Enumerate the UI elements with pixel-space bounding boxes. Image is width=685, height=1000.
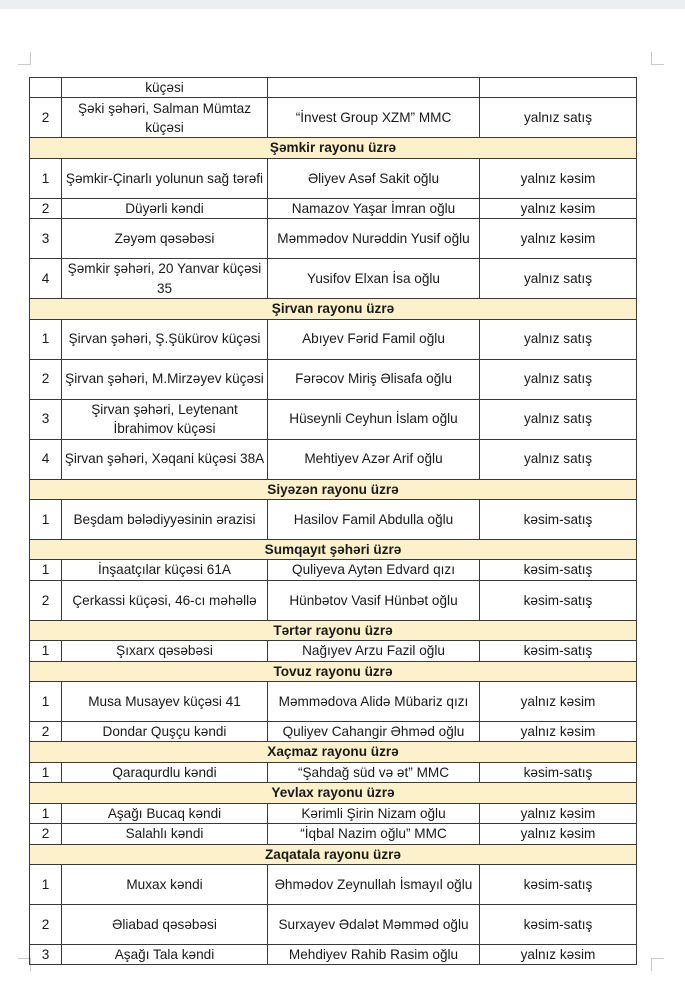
row-number: 2 — [30, 824, 62, 844]
address-cell: İnşaatçılar küçəsi 61A — [62, 560, 268, 580]
entity-name-cell — [268, 78, 480, 98]
table-row — [30, 904, 637, 944]
table-row — [30, 359, 637, 399]
address-cell: Şirvan şəhəri, Ş.Şükürov küçəsi — [62, 319, 268, 359]
activity-type-cell: yalnız kəsim — [480, 803, 637, 823]
table-row — [30, 944, 637, 964]
row-number: 2 — [30, 198, 62, 218]
activity-type-cell: yalnız satış — [480, 319, 637, 359]
activity-type-cell: kəsim-satış — [480, 560, 637, 580]
section-title: Siyəzən rayonu üzrə — [30, 479, 637, 499]
activity-type-cell: yalnız satış — [480, 259, 637, 299]
table-row — [30, 864, 637, 904]
address-cell: Aşağı Bucaq kəndi — [62, 803, 268, 823]
address-cell: Şəmkir-Çinarlı yolunun sağ tərəfi — [62, 158, 268, 198]
table-row — [30, 682, 637, 722]
entity-name-cell: Hünbətov Vasif Hünbət oğlu — [268, 580, 480, 620]
section-header-row — [30, 620, 637, 640]
table-row — [30, 580, 637, 620]
address-cell: Şəki şəhəri, Salman Mümtaz küçəsi — [62, 98, 268, 138]
section-header-row — [30, 540, 637, 560]
activity-type-cell: yalnız satış — [480, 98, 637, 138]
table-row — [30, 98, 637, 138]
section-header-row — [30, 844, 637, 864]
address-cell: Şirvan şəhəri, Leytenant İbrahimov küçəsi — [62, 399, 268, 439]
table-row — [30, 824, 637, 844]
entity-name-cell: Quliyev Cahangir Əhməd oğlu — [268, 722, 480, 742]
entity-name-cell: Fərəcov Miriş Əlisafa oğlu — [268, 359, 480, 399]
table-row — [30, 641, 637, 661]
table-row — [30, 259, 637, 299]
entity-name-cell: Namazov Yaşar İmran oğlu — [268, 198, 480, 218]
crop-mark-top-left — [18, 52, 31, 65]
activity-type-cell: yalnız kəsim — [480, 682, 637, 722]
row-number: 2 — [30, 904, 62, 944]
address-cell: Dondar Quşçu kəndi — [62, 722, 268, 742]
table-row — [30, 319, 637, 359]
entity-name-cell: Mehtiyev Azər Arif oğlu — [268, 439, 480, 479]
activity-type-cell: yalnız kəsim — [480, 824, 637, 844]
address-cell: Aşağı Tala kəndi — [62, 944, 268, 964]
entity-name-cell: Surxayev Ədalət Məmməd oğlu — [268, 904, 480, 944]
address-cell: Düyərli kəndi — [62, 198, 268, 218]
activity-type-cell: kəsim-satış — [480, 904, 637, 944]
section-title: Şirvan rayonu üzrə — [30, 299, 637, 319]
table-row — [30, 803, 637, 823]
entity-name-cell: Hüseynli Ceyhun İslam oğlu — [268, 399, 480, 439]
entity-name-cell: Məmmədova Alidə Mübariz qızı — [268, 682, 480, 722]
table-row — [30, 158, 637, 198]
activity-type-cell: kəsim-satış — [480, 641, 637, 661]
activity-type-cell: kəsim-satış — [480, 580, 637, 620]
section-title: Sumqayıt şəhəri üzrə — [30, 540, 637, 560]
activity-type-cell: yalnız kəsim — [480, 219, 637, 259]
entity-name-cell: Quliyeva Aytən Edvard qızı — [268, 560, 480, 580]
row-number: 2 — [30, 98, 62, 138]
activity-type-cell: kəsim-satış — [480, 762, 637, 782]
table-body — [30, 78, 637, 965]
table-row — [30, 500, 637, 540]
row-number: 3 — [30, 219, 62, 259]
row-number: 2 — [30, 359, 62, 399]
row-number: 1 — [30, 158, 62, 198]
row-number: 1 — [30, 641, 62, 661]
address-cell: Şirvan şəhəri, M.Mirzəyev küçəsi — [62, 359, 268, 399]
activity-type-cell: kəsim-satış — [480, 500, 637, 540]
entity-name-cell: Məmmədov Nurəddin Yusif oğlu — [268, 219, 480, 259]
section-title: Tovuz rayonu üzrə — [30, 661, 637, 681]
row-number: 1 — [30, 803, 62, 823]
row-number: 1 — [30, 864, 62, 904]
crop-mark-bottom-right — [651, 958, 664, 971]
table-row — [30, 439, 637, 479]
activity-type-cell: yalnız satış — [480, 359, 637, 399]
table-row — [30, 399, 637, 439]
section-title: Şəmkir rayonu üzrə — [30, 138, 637, 158]
activity-type-cell: kəsim-satış — [480, 864, 637, 904]
activity-type-cell: yalnız kəsim — [480, 722, 637, 742]
address-cell: Zəyəm qəsəbəsi — [62, 219, 268, 259]
section-title: Tərtər rayonu üzrə — [30, 620, 637, 640]
activity-type-cell: yalnız satış — [480, 439, 637, 479]
row-number: 2 — [30, 580, 62, 620]
slaughter-sales-table — [29, 77, 637, 965]
address-cell: Musa Musayev küçəsi 41 — [62, 682, 268, 722]
table-row — [30, 78, 637, 98]
table-row — [30, 722, 637, 742]
entity-name-cell: Abıyev Fərid Famil oğlu — [268, 319, 480, 359]
address-cell: Qaraqurdlu kəndi — [62, 762, 268, 782]
row-number: 3 — [30, 399, 62, 439]
crop-mark-top-right — [651, 52, 664, 65]
row-number: 3 — [30, 944, 62, 964]
row-number: 1 — [30, 682, 62, 722]
section-header-row — [30, 742, 637, 762]
entity-name-cell: Yusifov Elxan İsa oğlu — [268, 259, 480, 299]
section-header-row — [30, 138, 637, 158]
section-header-row — [30, 783, 637, 803]
address-cell: Beşdam bələdiyyəsinin ərazisi — [62, 500, 268, 540]
entity-name-cell: Əhmədov Zeynullah İsmayıl oğlu — [268, 864, 480, 904]
address-cell: Şıxarx qəsəbəsi — [62, 641, 268, 661]
activity-type-cell — [480, 78, 637, 98]
table-row — [30, 762, 637, 782]
entity-name-cell: Mehdiyev Rahib Rasim oğlu — [268, 944, 480, 964]
section-title: Zaqatala rayonu üzrə — [30, 844, 637, 864]
activity-type-cell: yalnız kəsim — [480, 158, 637, 198]
entity-name-cell: “İqbal Nazim oğlu” MMC — [268, 824, 480, 844]
row-number: 1 — [30, 500, 62, 540]
activity-type-cell: yalnız kəsim — [480, 198, 637, 218]
row-number: 1 — [30, 319, 62, 359]
address-cell: Şəmkir şəhəri, 20 Yanvar küçəsi 35 — [62, 259, 268, 299]
entity-name-cell: Əliyev Asəf Sakit oğlu — [268, 158, 480, 198]
row-number: 2 — [30, 722, 62, 742]
address-cell: Şirvan şəhəri, Xəqani küçəsi 38A — [62, 439, 268, 479]
row-number: 1 — [30, 560, 62, 580]
address-cell: küçəsi — [62, 78, 268, 98]
row-number — [30, 78, 62, 98]
row-number: 4 — [30, 259, 62, 299]
section-header-row — [30, 299, 637, 319]
section-header-row — [30, 479, 637, 499]
address-cell: Əliabad qəsəbəsi — [62, 904, 268, 944]
address-cell: Çerkassi küçəsi, 46-cı məhəllə — [62, 580, 268, 620]
row-number: 4 — [30, 439, 62, 479]
activity-type-cell: yalnız satış — [480, 399, 637, 439]
entity-name-cell: Hasilov Famil Abdulla oğlu — [268, 500, 480, 540]
section-header-row — [30, 661, 637, 681]
entity-name-cell: Kərimli Şirin Nizam oğlu — [268, 803, 480, 823]
viewer-top-bar — [0, 0, 685, 9]
section-title: Yevlax rayonu üzrə — [30, 783, 637, 803]
table-row — [30, 560, 637, 580]
address-cell: Muxax kəndi — [62, 864, 268, 904]
address-cell: Salahlı kəndi — [62, 824, 268, 844]
entity-name-cell: “İnvest Group XZM” MMC — [268, 98, 480, 138]
section-title: Xaçmaz rayonu üzrə — [30, 742, 637, 762]
table-row — [30, 198, 637, 218]
entity-name-cell: “Şahdağ süd və ət” MMC — [268, 762, 480, 782]
activity-type-cell: yalnız kəsim — [480, 944, 637, 964]
entity-name-cell: Nağıyev Arzu Fazil oğlu — [268, 641, 480, 661]
row-number: 1 — [30, 762, 62, 782]
table-row — [30, 219, 637, 259]
